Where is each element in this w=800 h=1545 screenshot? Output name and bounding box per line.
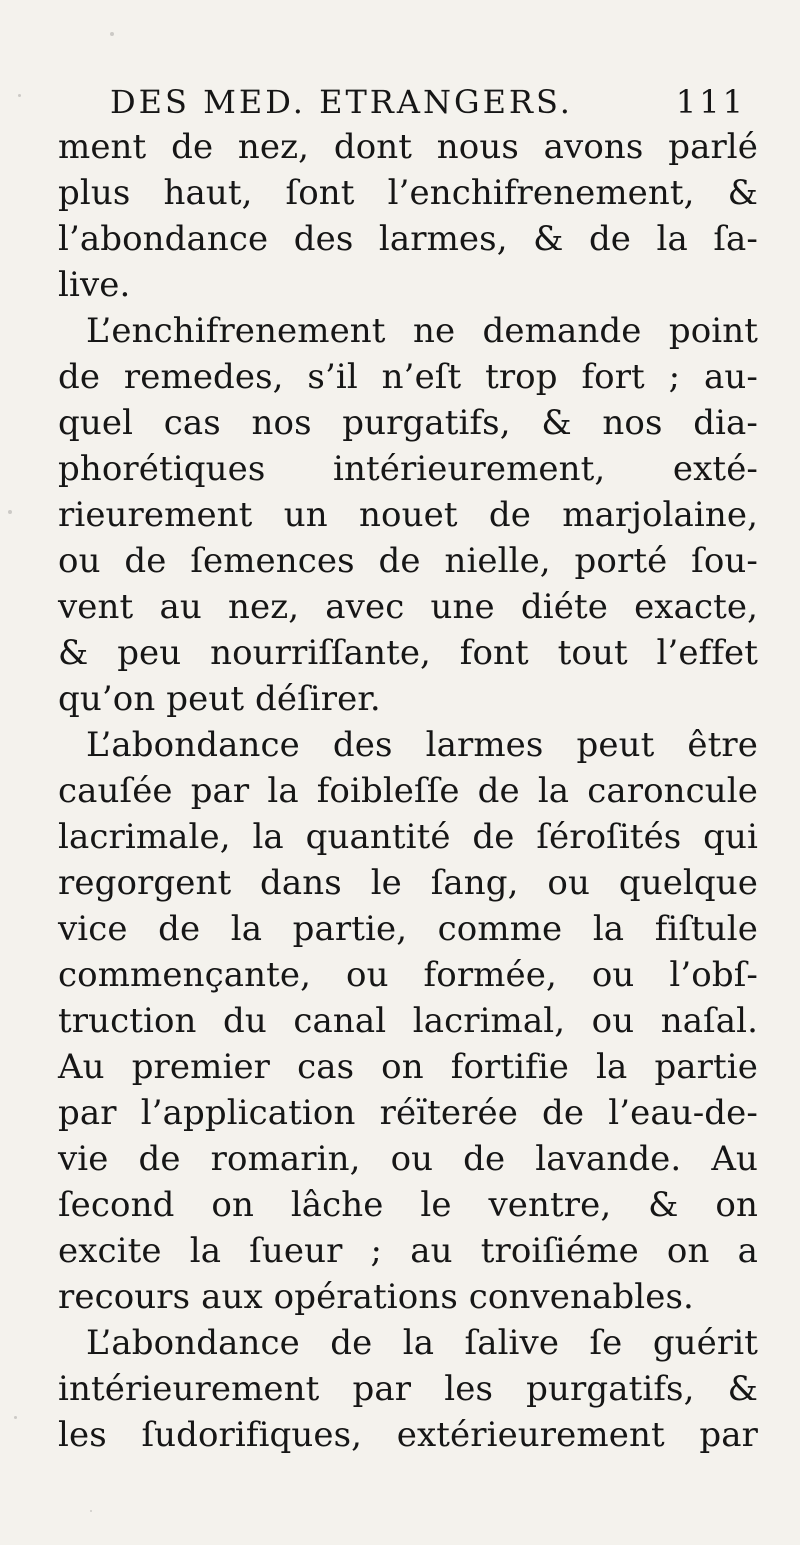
- text-line: vice de la partie, comme la fiſtule: [58, 909, 758, 949]
- text-line: & peu nourriſſante, font tout l’effet: [58, 633, 758, 673]
- text-line: ſecond on lâche le ventre, & on: [58, 1185, 758, 1225]
- paragraph-first-line: L’abondance des larmes peut être: [86, 725, 758, 765]
- text-line: ou de ſemences de nielle, porté ſou-: [58, 541, 758, 581]
- body-text: [58, 124, 758, 1458]
- text-line: vie de romarin, ou de lavande. Au: [58, 1139, 758, 1179]
- running-head: [110, 72, 746, 121]
- text-line: rieurement un nouet de marjolaine,: [58, 495, 758, 535]
- text-line: commençante, ou formée, ou l’obſ-: [58, 955, 758, 995]
- text-line: regorgent dans le ſang, ou quelque: [58, 863, 758, 903]
- text-line: de remedes, s’il n’eſt trop fort ; au-: [58, 357, 758, 397]
- paragraph-first-line: L’abondance de la ſalive ſe guérit: [86, 1323, 758, 1363]
- text-line: truction du canal lacrimal, ou naſal.: [58, 1001, 758, 1041]
- text-line: cauſée par la foibleſſe de la caroncule: [58, 771, 758, 811]
- paper-speck: [8, 510, 12, 514]
- text-line: par l’application réïterée de l’eau-de-: [58, 1093, 758, 1133]
- page-number: 111: [675, 83, 746, 121]
- text-line: les ſudorifiques, extérieurement par: [58, 1415, 758, 1455]
- text-line: l’abondance des larmes, & de la ſa-: [58, 219, 758, 259]
- text-line: Au premier cas on fortifie la partie: [58, 1047, 758, 1087]
- text-line: vent au nez, avec une diéte exacte,: [58, 587, 758, 627]
- text-line: quel cas nos purgatifs, & nos dia-: [58, 403, 758, 443]
- paper-speck: [110, 32, 114, 36]
- paragraph-first-line: L’enchifrenement ne demande point: [86, 311, 758, 351]
- text-line: qu’on peut déſirer.: [58, 679, 381, 719]
- paper-speck: [18, 94, 21, 97]
- running-title: DES MED. ETRANGERS.: [110, 83, 573, 121]
- text-line: lacrimale, la quantité de ſéroſités qui: [58, 817, 758, 857]
- paper-speck: [14, 1416, 17, 1419]
- text-line: ment de nez, dont nous avons parlé: [58, 127, 758, 167]
- text-line: recours aux opérations convenables.: [58, 1277, 694, 1317]
- text-line: excite la ſueur ; au troiſiéme on a: [58, 1231, 758, 1271]
- text-line: plus haut, ſont l’enchifrenement, &: [58, 173, 758, 213]
- text-line: phorétiques intérieurement, exté-: [58, 449, 758, 489]
- text-line: intérieurement par les purgatifs, &: [58, 1369, 758, 1409]
- paper-speck: [90, 1510, 92, 1512]
- text-line: live.: [58, 265, 131, 305]
